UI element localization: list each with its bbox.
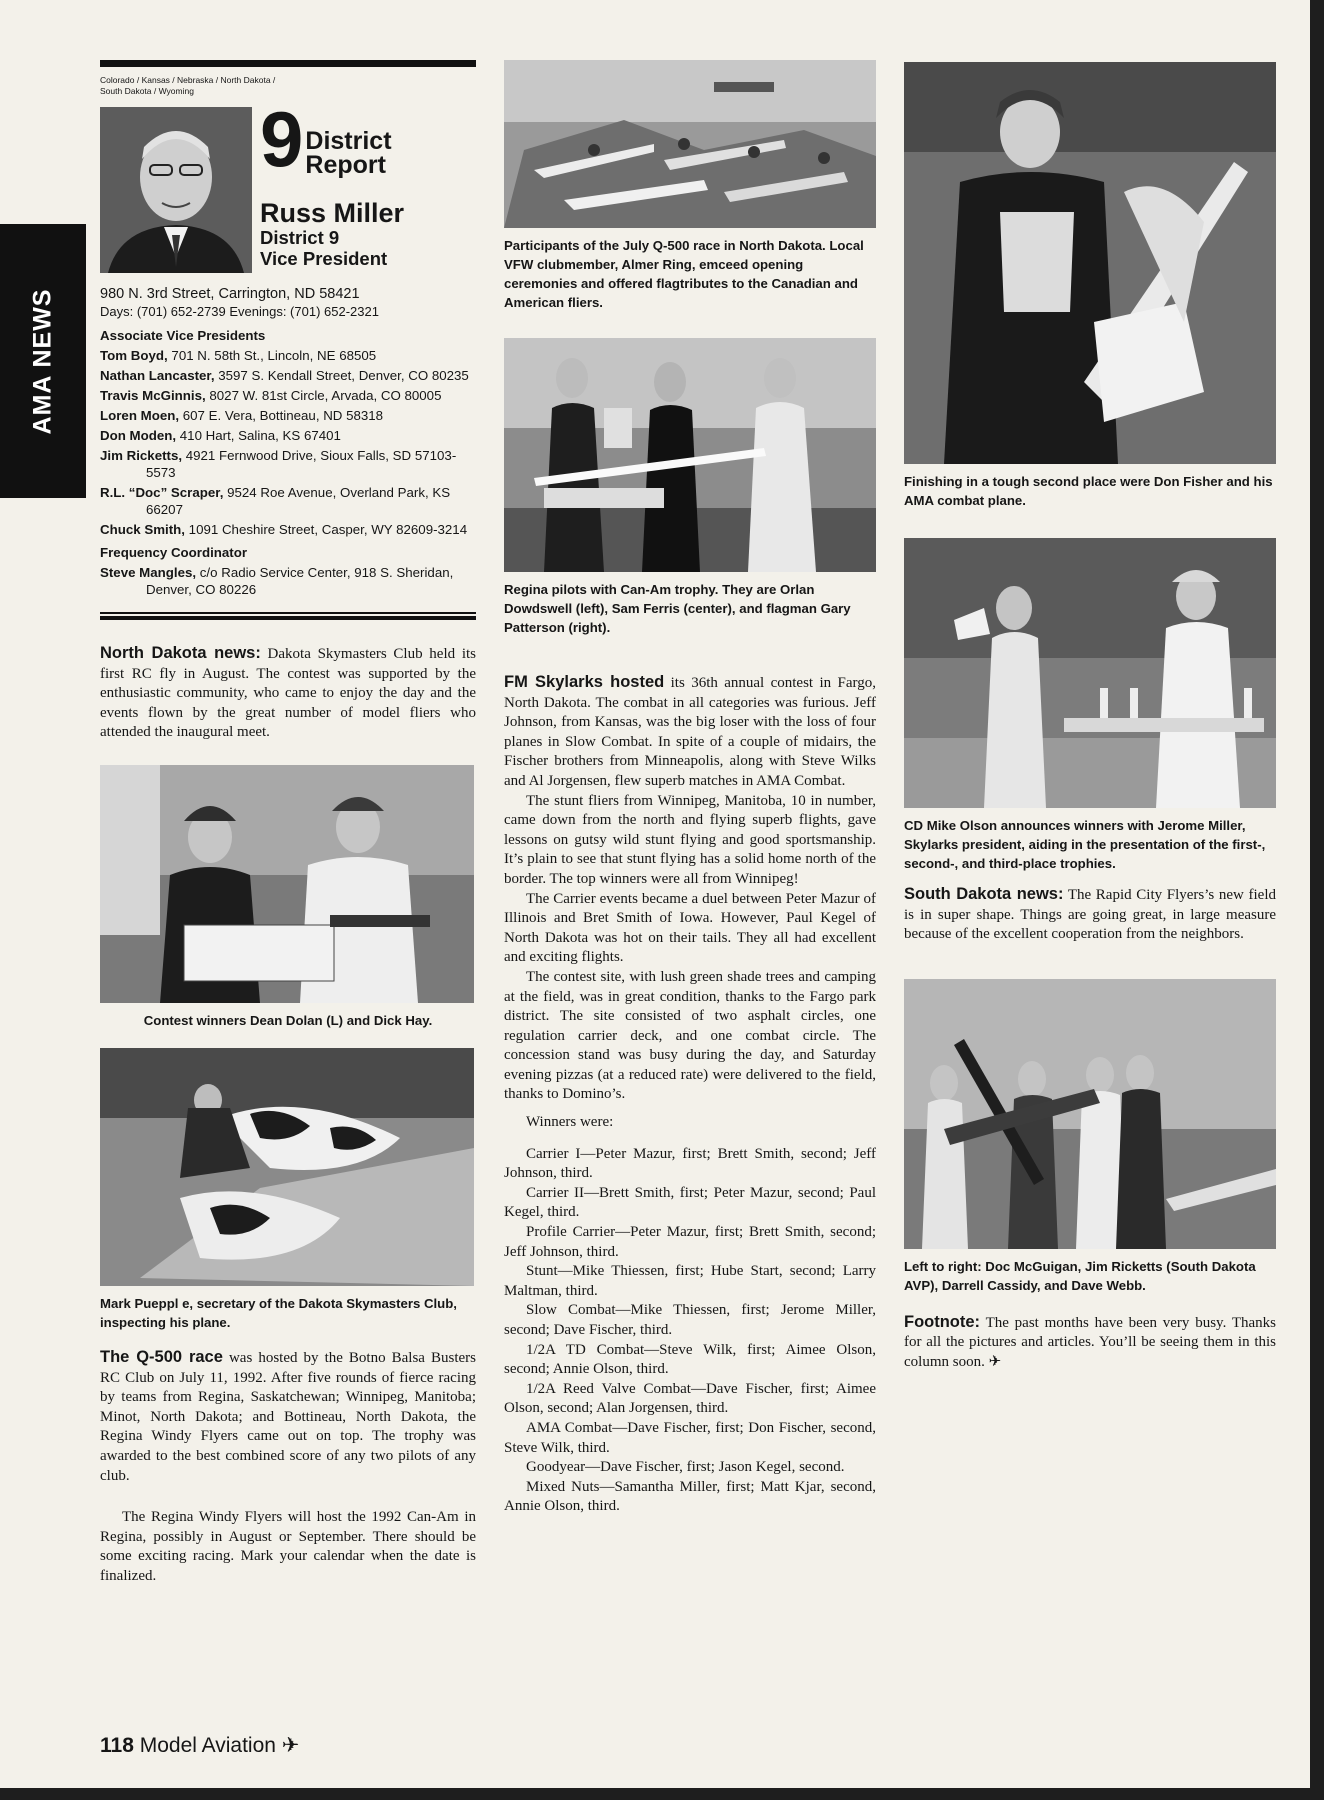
associate-entry: Nathan Lancaster, 3597 S. Kendall Street, Denver, CO 80235 xyxy=(100,368,469,383)
q500-paragraph: The Q-500 race was hosted by the Botno Balsa Busters RC Club on July 11, 1992. After five rounds of fierce racing by teams from Regina, Saskatchewan; Winnipeg, Manitoba; Minot, North Dakota; and Bottineau, North Dakota, the Regina Windy Flyers came out on top. The trophy was awarded to the best combined score of any two pilots of any club. xyxy=(100,1347,477,1484)
winner-entry: 1/2A TD Combat—Steve Wilk, first; Aimee Olson, second; Annie Olson, third. xyxy=(504,1341,876,1378)
airplane-end-icon: ✈ xyxy=(988,1353,1002,1370)
photo-south-dakota-group xyxy=(904,979,1276,1249)
vp-name: Russ Miller xyxy=(260,198,405,228)
district-word: District xyxy=(305,127,392,155)
winner-entry: Carrier II—Brett Smith, first; Peter Mazur, second; Paul Kegel, third. xyxy=(504,1184,876,1221)
directory-rule-thick xyxy=(100,616,476,620)
column-middle xyxy=(504,60,876,1517)
caption-pueppl: Mark Pueppl e, secretary of the Dakota Skymasters Club, inspecting his plane. xyxy=(100,1295,457,1330)
vp-address: 980 N. 3rd Street, Carrington, ND 58421 xyxy=(100,286,360,302)
associate-entry: Chuck Smith, 1091 Cheshire Street, Casper, WY 82609-3214 xyxy=(100,522,468,537)
stunt-paragraph: The stunt fliers from Winnipeg, Manitoba, 10 in number, came down from the north and flying superb flights, gave lessons on gutsy wild stunt flying and good sportsmanship. It’s plain to see that stunt flying has a solid home north of the border. The top winners were all from Winnipeg! xyxy=(504,792,876,887)
district-title-block xyxy=(260,95,476,273)
winners-label: Winners were: xyxy=(526,1114,614,1131)
north-dakota-lead: North Dakota news: xyxy=(100,644,261,662)
caption-contest-winners: Contest winners Dean Dolan (L) and Dick Hay. xyxy=(143,1012,433,1028)
photo-regina-pilots xyxy=(504,338,876,572)
frequency-entry: Steve Mangles, c/o Radio Service Center, 918 S. Sheridan, Denver, CO 80226 xyxy=(100,565,454,597)
associate-entry: Jim Ricketts, 4921 Fernwood Drive, Sioux Falls, SD 57103-5573 xyxy=(100,448,457,480)
footnote-paragraph: Footnote: The past months have been very busy. Thanks for all the pictures and articles. You’ll be seeing them in this column soon. ✈ xyxy=(904,1312,1276,1370)
associate-directory xyxy=(100,327,476,598)
photo-don-fisher xyxy=(904,62,1276,464)
page-bottom-edge xyxy=(0,1788,1324,1800)
section-tab-label: AMA NEWS xyxy=(28,288,57,434)
winner-entry: Profile Carrier—Peter Mazur, first; Brett Smith, second; Jeff Johnson, third. xyxy=(504,1224,876,1260)
carrier-paragraph: The Carrier events became a duel between Peter Mazur of Illinois and Bret Smith of Iowa. However, Paul Kegel of North Dakota was hot on their tails. They all had excellent and exciting flights. xyxy=(504,890,876,966)
north-dakota-paragraph: North Dakota news: Dakota Skymasters Club held its first RC fly in August. The contest was supported by the enthusiastic community, who came to enjoy the day and the events flown by the great number of model fliers who attended the inaugural meet. xyxy=(100,644,476,741)
associate-entry: Tom Boyd, 701 N. 58th St., Lincoln, NE 68505 xyxy=(100,348,377,363)
winner-entry: Stunt—Mike Thiessen, first; Hube Start, second; Larry Maltman, third. xyxy=(504,1263,876,1299)
photo-olson-announces xyxy=(904,538,1276,808)
vp-contact xyxy=(100,285,476,321)
south-dakota-lead: South Dakota news: xyxy=(904,885,1064,903)
district-states: Colorado / Kansas / Nebraska / North Dakota / South Dakota / Wyoming xyxy=(100,75,276,96)
caption-regina-pilots: Regina pilots with Can-Am trophy. They are Orlan Dowdswell (left), Sam Ferris (center), and flagman Gary Patterson (right). xyxy=(504,582,851,635)
header-rule xyxy=(100,60,476,67)
photo-contest-winners xyxy=(100,765,474,1003)
fm-skylarks-paragraph: FM Skylarks hosted its 36th annual contest in Fargo, North Dakota. The combat in all categories was furious. Jeff Johnson, from Kansas, was the big loser with the loss of four planes in Slow Combat. In spite of a couple of midairs, the Fischer brothers from Minneapolis, along with Steve Wilks and Al Jorgensen, flew superb matches in AMA Combat. xyxy=(504,673,877,789)
associate-entry: Loren Moen, 607 E. Vera, Bottineau, ND 58318 xyxy=(100,408,384,423)
associate-entry: R.L. “Doc” Scraper, 9524 Roe Avenue, Overland Park, KS 66207 xyxy=(100,485,451,517)
south-dakota-paragraph: South Dakota news: The Rapid City Flyers’s new field is in super shape. Things are going great, in large measure because of the excellent cooperation from the neighbors. xyxy=(904,885,1277,943)
caption-q500: Participants of the July Q-500 race in North Dakota. Local VFW clubmember, Almer Ring, emceed opening ceremonies and offered flagtributes to the Canadian and American fliers. xyxy=(504,238,864,310)
winners-list xyxy=(504,1113,876,1517)
associate-entry: Travis McGinnis, 8027 W. 81st Circle, Arvada, CO 80005 xyxy=(100,388,442,403)
winner-entry: Goodyear—Dave Fischer, first; Jason Kegel, second. xyxy=(526,1459,845,1476)
footnote-lead: Footnote: xyxy=(904,1312,981,1331)
winner-entry: 1/2A Reed Valve Combat—Dave Fischer, first; Aimee Olson, second; Alan Jorgensen, third. xyxy=(504,1380,876,1417)
report-word: Report xyxy=(305,151,386,179)
caption-south-dakota-group: Left to right: Doc McGuigan, Jim Ricketts (South Dakota AVP), Darrell Cassidy, and Dave Webb. xyxy=(904,1258,1256,1293)
site-paragraph: The contest site, with lush green shade trees and camping at the field, was in great condition, thanks to the Fargo park district. The site consisted of two asphalt circles, one regulation carrier deck, and one combat circle. The concession stand was busy during the day, and Saturday evening pizzas (at a reduced rate) were delivered to the field, thanks to Domino’s. xyxy=(504,968,876,1103)
vp-title-line2: Vice President xyxy=(260,248,388,269)
page-number: 118 xyxy=(100,1734,134,1757)
section-tab xyxy=(0,224,86,498)
district-header xyxy=(100,95,476,273)
q500-lead: The Q-500 race xyxy=(100,1347,223,1366)
page-folio xyxy=(100,1733,299,1758)
district-number: 9 xyxy=(260,95,302,183)
column-right xyxy=(904,62,1276,1373)
vp-title-line1: District 9 xyxy=(260,227,340,248)
photo-q500-participants xyxy=(504,60,876,228)
winner-entry: Carrier I—Peter Mazur, first; Brett Smith, second; Jeff Johnson, third. xyxy=(504,1145,876,1182)
magazine-name: Model Aviation xyxy=(139,1734,276,1757)
winner-entry: AMA Combat—Dave Fischer, first; Don Fischer, second, Steve Wilk, third. xyxy=(504,1419,876,1456)
winner-entry: Slow Combat—Mike Thiessen, first; Jerome Miller, second; Dave Fischer, third. xyxy=(504,1302,876,1338)
vp-phones: Days: (701) 652-2739 Evenings: (701) 652-2321 xyxy=(100,304,379,319)
column-left xyxy=(100,60,476,1587)
page-edge xyxy=(1310,0,1324,1800)
winner-entry: Mixed Nuts—Samantha Miller, first; Matt Kjar, second, Annie Olson, third. xyxy=(504,1478,876,1515)
associates-heading: Associate Vice Presidents xyxy=(100,328,266,343)
vp-portrait xyxy=(100,107,252,273)
regina-paragraph: The Regina Windy Flyers will host the 1992 Can-Am in Regina, possibly in August or September. There should be some exciting racing. Mark your calendar when the date is finalized. xyxy=(100,1509,476,1584)
directory-rule-thin xyxy=(100,612,476,614)
frequency-heading: Frequency Coordinator xyxy=(100,545,248,560)
fm-skylarks-lead: FM Skylarks hosted xyxy=(504,673,665,691)
associate-entry: Don Moden, 410 Hart, Salina, KS 67401 xyxy=(100,428,341,443)
caption-olson: CD Mike Olson announces winners with Jerome Miller, Skylarks president, aiding in the presentation of the first-, second-, and third-place trophies. xyxy=(904,818,1266,871)
caption-don-fisher: Finishing in a tough second place were Don Fisher and his AMA combat plane. xyxy=(904,474,1273,508)
airplane-icon: ✈ xyxy=(281,1734,300,1757)
photo-pueppl-plane xyxy=(100,1048,474,1286)
